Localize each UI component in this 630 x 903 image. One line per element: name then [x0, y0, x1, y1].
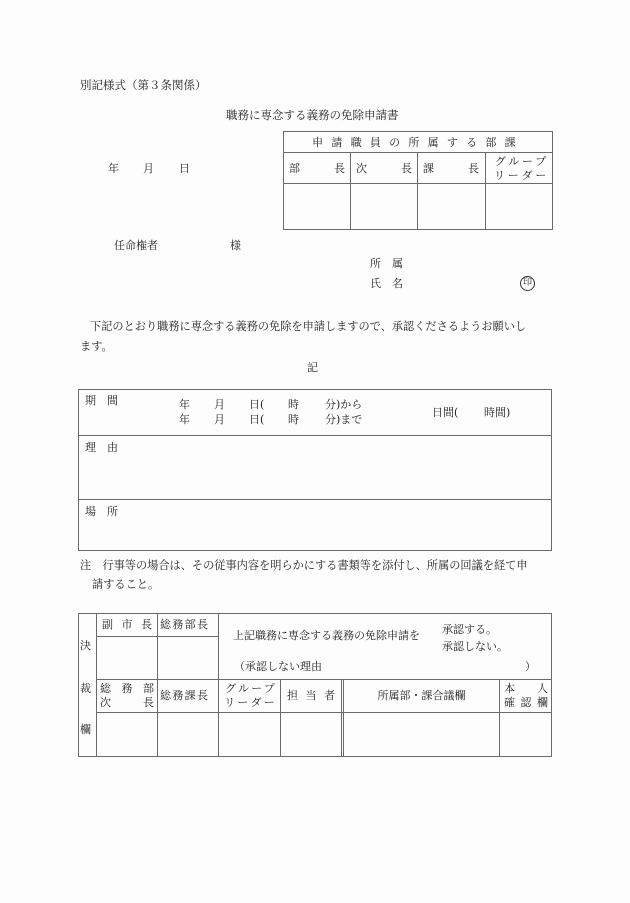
- group-leader-label-line1: グループ: [225, 682, 277, 695]
- vice-mayor-label: [102, 619, 152, 630]
- staff-label: [287, 690, 335, 701]
- dept-col-char: 長: [401, 162, 412, 175]
- section-chief-label: 総務課長: [160, 689, 210, 702]
- stamp-cell-vice-mayor[interactable]: [97, 637, 157, 679]
- seal-mark: 印: [520, 276, 535, 291]
- stamp-cell-deputy[interactable]: [351, 184, 417, 229]
- label-char: 務: [121, 682, 133, 695]
- dept-col-char: 長: [334, 162, 345, 175]
- date-month-label: 月: [143, 162, 154, 175]
- label-char: 認: [520, 696, 532, 709]
- date-year-label: 年: [108, 162, 119, 175]
- stamp-cell-section-chief[interactable]: [418, 184, 485, 229]
- from-month: 月: [214, 398, 225, 411]
- to-day: 日(: [249, 413, 265, 426]
- label-char: 市: [121, 618, 133, 631]
- from-minute: 分)から: [325, 398, 363, 411]
- deputy-director-label-line1: [100, 683, 154, 694]
- ki-heading: 記: [307, 361, 318, 374]
- dept-col-char: 部: [289, 162, 300, 175]
- label-char: 部: [143, 682, 154, 695]
- dept-col-group-leader-line2: リーダー: [494, 169, 549, 182]
- dept-col-deputy: [356, 163, 412, 174]
- group-leader-label-line2: リーダー: [224, 696, 277, 709]
- dept-col-char: 長: [468, 162, 479, 175]
- stamp-cell-general-affairs-director[interactable]: [158, 637, 218, 679]
- to-hour: 時: [288, 413, 299, 426]
- reason-field[interactable]: [130, 438, 548, 496]
- label-char: 長: [141, 618, 152, 631]
- approval-statement: 上記職務に専念する義務の免除申請を: [233, 629, 420, 642]
- dept-col-char: 次: [356, 162, 367, 175]
- label-char: 総: [100, 682, 111, 695]
- page-title: 職務に専念する義務の免除申請書: [226, 108, 399, 122]
- body-text-line1: 下記のとおり職務に専念する義務の免除を申請しますので、承認くださるようお願いし: [90, 320, 527, 333]
- reason-label: 理 由: [85, 441, 118, 454]
- to-year: 年: [179, 413, 190, 426]
- stamp-cell-self-check[interactable]: [500, 713, 551, 756]
- label-char: 当: [305, 689, 317, 702]
- to-minute: 分)まで: [325, 413, 363, 426]
- disapproval-reason-open: （承認しない理由: [234, 660, 322, 673]
- stamp-cell-group-leader[interactable]: [219, 713, 280, 756]
- approval-side-char: 裁: [80, 682, 91, 695]
- from-year: 年: [179, 398, 190, 411]
- from-day: 日(: [249, 398, 265, 411]
- stamp-cell-director[interactable]: [284, 184, 350, 229]
- name-label: 氏 名: [370, 277, 403, 290]
- general-affairs-director-label: 総務部長: [160, 618, 210, 631]
- deputy-director-label-line2: [100, 697, 154, 708]
- place-label: 場 所: [85, 505, 118, 518]
- approval-side-char: 欄: [80, 723, 91, 736]
- form-label: 別記様式（第３条関係）: [80, 78, 207, 92]
- appointing-authority-label: 任命権者: [114, 239, 158, 252]
- note-line2: 請すること。: [92, 578, 160, 591]
- from-hour: 時: [288, 398, 299, 411]
- self-check-label-line2: [504, 697, 548, 708]
- label-char: 副: [102, 618, 113, 631]
- duration-hours: 時間): [484, 406, 511, 419]
- date-day-label: 日: [179, 162, 190, 175]
- consultation-label: 所属部・課合議欄: [377, 689, 466, 702]
- dept-col-group-leader-line1: グループ: [494, 155, 549, 168]
- label-char: 次: [100, 696, 111, 709]
- approve-option[interactable]: 承認する。: [442, 623, 497, 636]
- dept-col-section-chief: [423, 163, 479, 174]
- stamp-cell-deputy-director[interactable]: [97, 713, 157, 756]
- disapproval-reason-close: ）: [525, 660, 536, 673]
- dept-table-header: 申請職員の所属する部課: [312, 136, 524, 149]
- label-char: 欄: [537, 696, 548, 709]
- label-char: 本: [504, 682, 515, 695]
- label-char: 確: [504, 696, 515, 709]
- place-field[interactable]: [130, 502, 548, 547]
- to-month: 月: [214, 413, 225, 426]
- affiliation-label: 所 属: [370, 257, 403, 270]
- disapprove-option[interactable]: 承認しない。: [442, 640, 508, 653]
- affiliation-field[interactable]: [420, 254, 520, 272]
- duration-days: 日間(: [432, 406, 459, 419]
- disapproval-reason-field[interactable]: [330, 658, 520, 675]
- note-line1: 注 行事等の場合は、その従事内容を明らかにする書類等を添付し、所属の回議を経て申: [80, 559, 528, 572]
- label-char: 長: [143, 696, 154, 709]
- stamp-cell-group-leader[interactable]: [486, 184, 552, 229]
- stamp-cell-consultation[interactable]: [344, 713, 499, 756]
- stamp-cell-section-chief[interactable]: [158, 713, 218, 756]
- dept-col-char: 課: [423, 162, 434, 175]
- label-char: 者: [324, 689, 335, 702]
- label-char: 担: [287, 689, 298, 702]
- body-text-line2: ます。: [80, 340, 113, 353]
- approval-side-char: 決: [80, 639, 91, 652]
- dept-col-director: [289, 163, 345, 174]
- stamp-cell-staff[interactable]: [281, 713, 341, 756]
- honorific: 様: [230, 239, 241, 252]
- period-label: 期 間: [85, 394, 118, 407]
- self-check-label-line1: [504, 683, 548, 694]
- name-field[interactable]: [420, 274, 520, 292]
- label-char: 人: [537, 682, 548, 695]
